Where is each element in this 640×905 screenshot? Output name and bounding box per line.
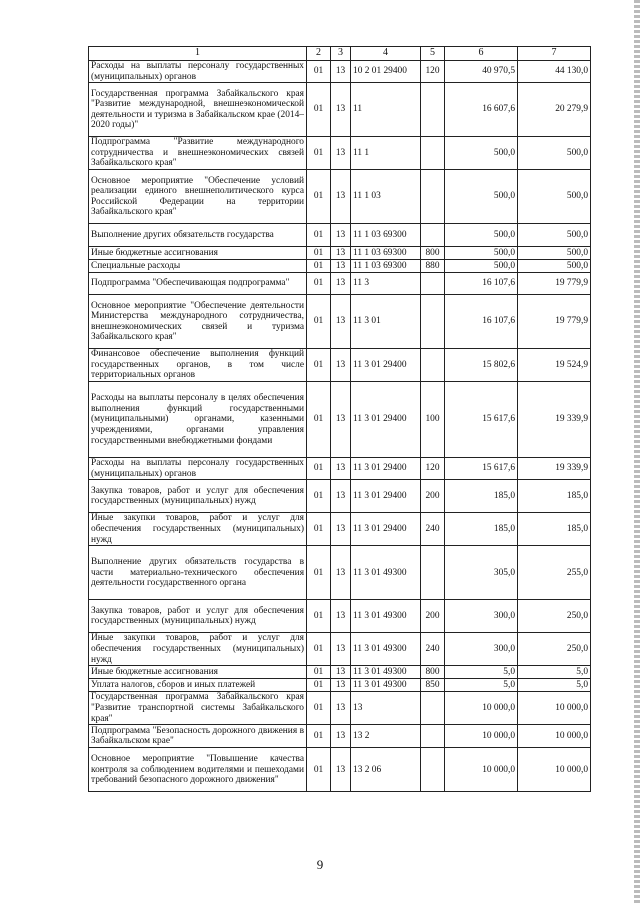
table-row xyxy=(89,224,591,247)
row-name: Выполнение других обязательств государства в части материально-технического обеспечения деятельности государственного органа xyxy=(89,546,307,600)
header-cell: 3 xyxy=(331,47,351,61)
col-7: 10 000,0 xyxy=(518,692,591,725)
table-row xyxy=(89,513,591,546)
col-5 xyxy=(421,349,445,382)
col-5 xyxy=(421,170,445,224)
table-row xyxy=(89,633,591,666)
col-4: 11 xyxy=(351,83,421,137)
row-name: Основное мероприятие "Повышение качества контроля за соблюдением водителями и пешеходами требований безопасного дорожного движения" xyxy=(89,748,307,792)
col-2: 01 xyxy=(307,224,331,247)
col-3: 13 xyxy=(331,458,351,480)
col-2: 01 xyxy=(307,61,331,83)
col-7: 250,0 xyxy=(518,600,591,633)
col-5: 800 xyxy=(421,247,445,260)
col-6: 185,0 xyxy=(445,513,518,546)
col-3: 13 xyxy=(331,137,351,170)
col-7: 5,0 xyxy=(518,666,591,679)
row-name: Финансовое обеспечение выполнения функций государственных органов, в том числе территориальных органов xyxy=(89,349,307,382)
col-7: 500,0 xyxy=(518,260,591,273)
col-5 xyxy=(421,692,445,725)
col-6: 10 000,0 xyxy=(445,725,518,748)
col-5: 800 xyxy=(421,666,445,679)
col-3: 13 xyxy=(331,692,351,725)
col-3: 13 xyxy=(331,382,351,458)
col-2: 01 xyxy=(307,83,331,137)
col-5 xyxy=(421,725,445,748)
table-row xyxy=(89,679,591,692)
col-7: 19 779,9 xyxy=(518,295,591,349)
col-4: 11 3 xyxy=(351,273,421,295)
col-2: 01 xyxy=(307,137,331,170)
col-7: 185,0 xyxy=(518,480,591,513)
col-7: 44 130,0 xyxy=(518,61,591,83)
col-4: 11 1 xyxy=(351,137,421,170)
col-2: 01 xyxy=(307,295,331,349)
col-2: 01 xyxy=(307,679,331,692)
col-5 xyxy=(421,224,445,247)
col-7: 19 524,9 xyxy=(518,349,591,382)
col-4: 11 3 01 29400 xyxy=(351,458,421,480)
table-row xyxy=(89,137,591,170)
col-6: 16 107,6 xyxy=(445,295,518,349)
col-4: 11 3 01 49300 xyxy=(351,600,421,633)
budget-table xyxy=(88,46,591,792)
row-name: Подпрограмма "Развитие международного сотрудничества и внешнеэкономических связей Забайкальского края" xyxy=(89,137,307,170)
col-6: 40 970,5 xyxy=(445,61,518,83)
row-name: Подпрограмма "Безопасность дорожного движения в Забайкальском крае" xyxy=(89,725,307,748)
col-2: 01 xyxy=(307,349,331,382)
col-2: 01 xyxy=(307,247,331,260)
table-row xyxy=(89,480,591,513)
col-4: 10 2 01 29400 xyxy=(351,61,421,83)
col-2: 01 xyxy=(307,458,331,480)
row-name: Выполнение других обязательств государства xyxy=(89,224,307,247)
col-6: 185,0 xyxy=(445,480,518,513)
col-5 xyxy=(421,83,445,137)
col-4: 11 3 01 29400 xyxy=(351,480,421,513)
col-4: 11 3 01 29400 xyxy=(351,349,421,382)
row-name: Основное мероприятие "Обеспечение деятельности Министерства международного сотрудничества, внешнеэкономических связей и туризма Забайкальского края" xyxy=(89,295,307,349)
col-3: 13 xyxy=(331,725,351,748)
col-7: 500,0 xyxy=(518,137,591,170)
row-name: Иные бюджетные ассигнования xyxy=(89,666,307,679)
table-row xyxy=(89,295,591,349)
row-name: Иные закупки товаров, работ и услуг для обеспечения государственных (муниципальных) нужд xyxy=(89,513,307,546)
header-cell: 6 xyxy=(445,47,518,61)
col-2: 01 xyxy=(307,273,331,295)
col-3: 13 xyxy=(331,600,351,633)
row-name: Основное мероприятие "Обеспечение условий реализации единого внешнеполитического курса Российской Федерации на территории Забайкальского края" xyxy=(89,170,307,224)
col-6: 305,0 xyxy=(445,546,518,600)
row-name: Расходы на выплаты персоналу государственных (муниципальных) органов xyxy=(89,61,307,83)
col-2: 01 xyxy=(307,666,331,679)
col-6: 500,0 xyxy=(445,260,518,273)
col-7: 10 000,0 xyxy=(518,725,591,748)
col-6: 16 107,6 xyxy=(445,273,518,295)
col-2: 01 xyxy=(307,546,331,600)
col-2: 01 xyxy=(307,600,331,633)
col-5: 240 xyxy=(421,633,445,666)
col-4: 11 1 03 69300 xyxy=(351,224,421,247)
table-row xyxy=(89,273,591,295)
col-6: 500,0 xyxy=(445,247,518,260)
col-7: 500,0 xyxy=(518,224,591,247)
col-5 xyxy=(421,546,445,600)
col-7: 250,0 xyxy=(518,633,591,666)
col-4: 11 3 01 49300 xyxy=(351,633,421,666)
col-4: 11 1 03 xyxy=(351,170,421,224)
row-name: Уплата налогов, сборов и иных платежей xyxy=(89,679,307,692)
header-cell: 4 xyxy=(351,47,421,61)
row-name: Иные закупки товаров, работ и услуг для обеспечения государственных (муниципальных) нужд xyxy=(89,633,307,666)
col-7: 255,0 xyxy=(518,546,591,600)
table-row xyxy=(89,666,591,679)
col-5: 880 xyxy=(421,260,445,273)
col-3: 13 xyxy=(331,83,351,137)
col-4: 13 xyxy=(351,692,421,725)
col-2: 01 xyxy=(307,382,331,458)
col-6: 15 617,6 xyxy=(445,382,518,458)
col-4: 13 2 xyxy=(351,725,421,748)
col-3: 13 xyxy=(331,295,351,349)
col-3: 13 xyxy=(331,61,351,83)
row-name: Государственная программа Забайкальского края "Развитие международной, внешнеэкономической деятельности и туризма в Забайкальском крае (2014–2020 годы)" xyxy=(89,83,307,137)
col-3: 13 xyxy=(331,273,351,295)
col-6: 500,0 xyxy=(445,170,518,224)
col-5: 100 xyxy=(421,382,445,458)
col-3: 13 xyxy=(331,546,351,600)
col-7: 19 339,9 xyxy=(518,458,591,480)
table-row xyxy=(89,382,591,458)
col-6: 5,0 xyxy=(445,679,518,692)
col-6: 500,0 xyxy=(445,137,518,170)
table-row xyxy=(89,748,591,792)
table-row xyxy=(89,546,591,600)
col-7: 19 339,9 xyxy=(518,382,591,458)
col-2: 01 xyxy=(307,725,331,748)
col-3: 13 xyxy=(331,513,351,546)
col-3: 13 xyxy=(331,170,351,224)
table-row xyxy=(89,458,591,480)
table-row xyxy=(89,600,591,633)
table-row xyxy=(89,349,591,382)
col-4: 13 2 06 xyxy=(351,748,421,792)
col-6: 10 000,0 xyxy=(445,748,518,792)
col-5: 850 xyxy=(421,679,445,692)
col-5 xyxy=(421,273,445,295)
table-row xyxy=(89,692,591,725)
table-header-row xyxy=(89,47,591,61)
col-3: 13 xyxy=(331,247,351,260)
col-7: 5,0 xyxy=(518,679,591,692)
col-6: 15 802,6 xyxy=(445,349,518,382)
row-name: Подпрограмма "Обеспечивающая подпрограмма" xyxy=(89,273,307,295)
col-3: 13 xyxy=(331,480,351,513)
table-row xyxy=(89,260,591,273)
col-6: 10 000,0 xyxy=(445,692,518,725)
col-3: 13 xyxy=(331,679,351,692)
col-4: 11 3 01 29400 xyxy=(351,382,421,458)
row-name: Иные бюджетные ассигнования xyxy=(89,247,307,260)
col-7: 10 000,0 xyxy=(518,748,591,792)
col-7: 500,0 xyxy=(518,247,591,260)
col-3: 13 xyxy=(331,224,351,247)
col-2: 01 xyxy=(307,748,331,792)
col-2: 01 xyxy=(307,513,331,546)
col-5 xyxy=(421,295,445,349)
header-cell: 1 xyxy=(89,47,307,61)
row-name: Расходы на выплаты персоналу государственных (муниципальных) органов xyxy=(89,458,307,480)
col-2: 01 xyxy=(307,692,331,725)
col-4: 11 1 03 69300 xyxy=(351,260,421,273)
col-5: 120 xyxy=(421,458,445,480)
table-row xyxy=(89,170,591,224)
col-4: 11 3 01 29400 xyxy=(351,513,421,546)
col-2: 01 xyxy=(307,260,331,273)
table-row xyxy=(89,247,591,260)
col-5: 200 xyxy=(421,600,445,633)
row-name: Закупка товаров, работ и услуг для обеспечения государственных (муниципальных) нужд xyxy=(89,600,307,633)
table-row xyxy=(89,83,591,137)
row-name: Закупка товаров, работ и услуг для обеспечения государственных (муниципальных) нужд xyxy=(89,480,307,513)
col-3: 13 xyxy=(331,349,351,382)
col-2: 01 xyxy=(307,633,331,666)
col-4: 11 1 03 69300 xyxy=(351,247,421,260)
col-3: 13 xyxy=(331,666,351,679)
col-6: 500,0 xyxy=(445,224,518,247)
col-4: 11 3 01 49300 xyxy=(351,546,421,600)
header-cell: 2 xyxy=(307,47,331,61)
col-4: 11 3 01 49300 xyxy=(351,679,421,692)
col-6: 16 607,6 xyxy=(445,83,518,137)
table-row xyxy=(89,725,591,748)
col-7: 500,0 xyxy=(518,170,591,224)
col-2: 01 xyxy=(307,480,331,513)
col-4: 11 3 01 xyxy=(351,295,421,349)
col-3: 13 xyxy=(331,748,351,792)
col-6: 15 617,6 xyxy=(445,458,518,480)
header-cell: 7 xyxy=(518,47,591,61)
col-6: 5,0 xyxy=(445,666,518,679)
col-5: 200 xyxy=(421,480,445,513)
table-row xyxy=(89,61,591,83)
col-2: 01 xyxy=(307,170,331,224)
col-6: 300,0 xyxy=(445,600,518,633)
col-4: 11 3 01 49300 xyxy=(351,666,421,679)
col-5 xyxy=(421,137,445,170)
col-7: 19 779,9 xyxy=(518,273,591,295)
col-7: 20 279,9 xyxy=(518,83,591,137)
col-3: 13 xyxy=(331,633,351,666)
col-7: 185,0 xyxy=(518,513,591,546)
row-name: Специальные расходы xyxy=(89,260,307,273)
row-name: Государственная программа Забайкальского края "Развитие транспортной системы Забайкальского края" xyxy=(89,692,307,725)
col-5: 120 xyxy=(421,61,445,83)
row-name: Расходы на выплаты персоналу в целях обеспечения выполнения функций государственными (муниципальными) органами, казенными учреждениями, органами управления государственными внебюджетными фондами xyxy=(89,382,307,458)
col-6: 300,0 xyxy=(445,633,518,666)
col-3: 13 xyxy=(331,260,351,273)
col-5: 240 xyxy=(421,513,445,546)
col-5 xyxy=(421,748,445,792)
header-cell: 5 xyxy=(421,47,445,61)
scan-edge xyxy=(634,0,640,905)
page-number: 9 xyxy=(316,857,324,872)
